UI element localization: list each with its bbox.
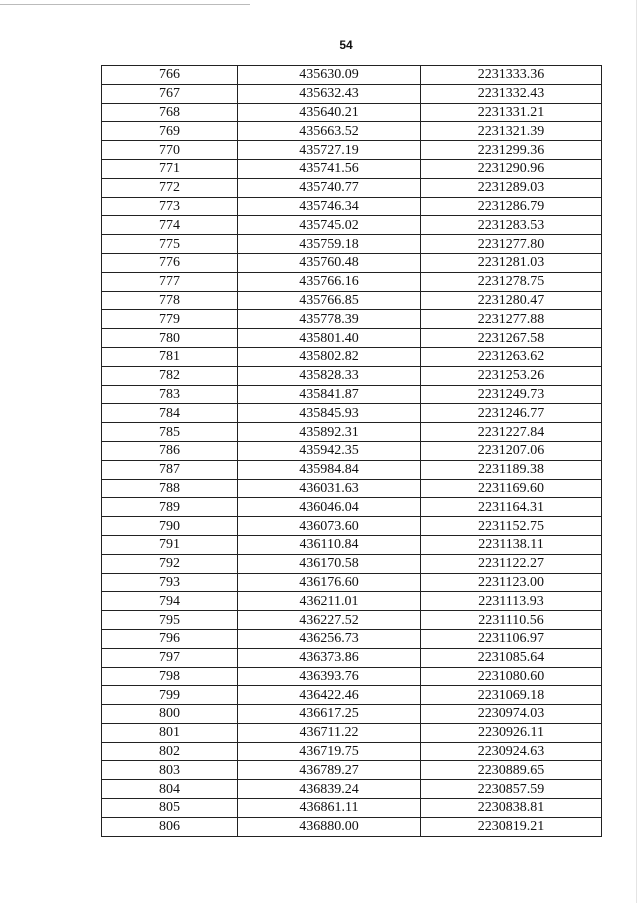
point-id-cell: 782 <box>102 366 238 385</box>
y-coordinate-cell: 2230889.65 <box>421 761 602 780</box>
point-id-cell: 769 <box>102 122 238 141</box>
x-coordinate-cell: 436046.04 <box>238 498 421 517</box>
point-id-cell: 775 <box>102 235 238 254</box>
table-row <box>102 329 602 348</box>
point-id-cell: 788 <box>102 479 238 498</box>
table-row <box>102 780 602 799</box>
table-row <box>102 742 602 761</box>
y-coordinate-cell: 2231267.58 <box>421 329 602 348</box>
x-coordinate-cell: 435759.18 <box>238 235 421 254</box>
table-row <box>102 197 602 216</box>
table-row <box>102 667 602 686</box>
y-coordinate-cell: 2231331.21 <box>421 103 602 122</box>
y-coordinate-cell: 2231289.03 <box>421 178 602 197</box>
x-coordinate-cell: 435841.87 <box>238 385 421 404</box>
y-coordinate-cell: 2231332.43 <box>421 84 602 103</box>
x-coordinate-cell: 436422.46 <box>238 686 421 705</box>
x-coordinate-cell: 436227.52 <box>238 611 421 630</box>
point-id-cell: 796 <box>102 629 238 648</box>
x-coordinate-cell: 435766.85 <box>238 291 421 310</box>
y-coordinate-cell: 2231281.03 <box>421 253 602 272</box>
table-row <box>102 705 602 724</box>
y-coordinate-cell: 2231123.00 <box>421 573 602 592</box>
y-coordinate-cell: 2231246.77 <box>421 404 602 423</box>
x-coordinate-cell: 435727.19 <box>238 141 421 160</box>
point-id-cell: 776 <box>102 253 238 272</box>
x-coordinate-cell: 435640.21 <box>238 103 421 122</box>
table-row <box>102 216 602 235</box>
y-coordinate-cell: 2231138.11 <box>421 535 602 554</box>
table-row <box>102 517 602 536</box>
point-id-cell: 786 <box>102 441 238 460</box>
table-row <box>102 686 602 705</box>
y-coordinate-cell: 2231249.73 <box>421 385 602 404</box>
table-row <box>102 253 602 272</box>
y-coordinate-cell: 2230857.59 <box>421 780 602 799</box>
y-coordinate-cell: 2231106.97 <box>421 629 602 648</box>
y-coordinate-cell: 2231321.39 <box>421 122 602 141</box>
table-row <box>102 84 602 103</box>
x-coordinate-cell: 435632.43 <box>238 84 421 103</box>
point-id-cell: 766 <box>102 66 238 85</box>
table-row <box>102 629 602 648</box>
y-coordinate-cell: 2231069.18 <box>421 686 602 705</box>
x-coordinate-cell: 435766.16 <box>238 272 421 291</box>
y-coordinate-cell: 2231189.38 <box>421 460 602 479</box>
y-coordinate-cell: 2231278.75 <box>421 272 602 291</box>
point-id-cell: 772 <box>102 178 238 197</box>
x-coordinate-cell: 436880.00 <box>238 817 421 836</box>
point-id-cell: 768 <box>102 103 238 122</box>
y-coordinate-cell: 2231164.31 <box>421 498 602 517</box>
table-row <box>102 366 602 385</box>
x-coordinate-cell: 436256.73 <box>238 629 421 648</box>
x-coordinate-cell: 435845.93 <box>238 404 421 423</box>
table-row <box>102 272 602 291</box>
point-id-cell: 774 <box>102 216 238 235</box>
top-divider <box>0 4 250 5</box>
y-coordinate-cell: 2231080.60 <box>421 667 602 686</box>
point-id-cell: 784 <box>102 404 238 423</box>
point-id-cell: 799 <box>102 686 238 705</box>
point-id-cell: 785 <box>102 423 238 442</box>
y-coordinate-cell: 2230819.21 <box>421 817 602 836</box>
x-coordinate-cell: 435942.35 <box>238 441 421 460</box>
y-coordinate-cell: 2231207.06 <box>421 441 602 460</box>
table-row <box>102 573 602 592</box>
x-coordinate-cell: 436711.22 <box>238 723 421 742</box>
point-id-cell: 790 <box>102 517 238 536</box>
y-coordinate-cell: 2230838.81 <box>421 799 602 818</box>
y-coordinate-cell: 2231283.53 <box>421 216 602 235</box>
y-coordinate-cell: 2231110.56 <box>421 611 602 630</box>
table-row <box>102 235 602 254</box>
table-row <box>102 441 602 460</box>
table-row <box>102 141 602 160</box>
point-id-cell: 771 <box>102 159 238 178</box>
table-row <box>102 310 602 329</box>
table-row <box>102 103 602 122</box>
point-id-cell: 773 <box>102 197 238 216</box>
x-coordinate-cell: 436211.01 <box>238 592 421 611</box>
table-row <box>102 723 602 742</box>
y-coordinate-cell: 2231085.64 <box>421 648 602 667</box>
point-id-cell: 781 <box>102 347 238 366</box>
point-id-cell: 779 <box>102 310 238 329</box>
x-coordinate-cell: 435745.02 <box>238 216 421 235</box>
table-row <box>102 592 602 611</box>
x-coordinate-cell: 436617.25 <box>238 705 421 724</box>
x-coordinate-cell: 436393.76 <box>238 667 421 686</box>
x-coordinate-cell: 435828.33 <box>238 366 421 385</box>
point-id-cell: 778 <box>102 291 238 310</box>
table-row <box>102 479 602 498</box>
point-id-cell: 800 <box>102 705 238 724</box>
y-coordinate-cell: 2231263.62 <box>421 347 602 366</box>
y-coordinate-cell: 2231169.60 <box>421 479 602 498</box>
point-id-cell: 804 <box>102 780 238 799</box>
table-row <box>102 460 602 479</box>
page-edge-line <box>636 0 637 903</box>
point-id-cell: 777 <box>102 272 238 291</box>
table-row <box>102 385 602 404</box>
x-coordinate-cell: 435778.39 <box>238 310 421 329</box>
x-coordinate-cell: 436789.27 <box>238 761 421 780</box>
point-id-cell: 789 <box>102 498 238 517</box>
y-coordinate-cell: 2231277.88 <box>421 310 602 329</box>
y-coordinate-cell: 2231277.80 <box>421 235 602 254</box>
y-coordinate-cell: 2231286.79 <box>421 197 602 216</box>
x-coordinate-cell: 436373.86 <box>238 648 421 667</box>
y-coordinate-cell: 2230924.63 <box>421 742 602 761</box>
y-coordinate-cell: 2231253.26 <box>421 366 602 385</box>
x-coordinate-cell: 435630.09 <box>238 66 421 85</box>
coordinates-table-body <box>102 66 602 837</box>
x-coordinate-cell: 436170.58 <box>238 554 421 573</box>
point-id-cell: 801 <box>102 723 238 742</box>
table-row <box>102 611 602 630</box>
table-row <box>102 159 602 178</box>
y-coordinate-cell: 2230926.11 <box>421 723 602 742</box>
point-id-cell: 805 <box>102 799 238 818</box>
x-coordinate-cell: 435663.52 <box>238 122 421 141</box>
x-coordinate-cell: 435760.48 <box>238 253 421 272</box>
table-row <box>102 291 602 310</box>
table-row <box>102 423 602 442</box>
x-coordinate-cell: 435892.31 <box>238 423 421 442</box>
x-coordinate-cell: 436073.60 <box>238 517 421 536</box>
table-row <box>102 404 602 423</box>
y-coordinate-cell: 2231333.36 <box>421 66 602 85</box>
table-row <box>102 817 602 836</box>
point-id-cell: 806 <box>102 817 238 836</box>
point-id-cell: 780 <box>102 329 238 348</box>
coordinates-table <box>101 65 602 837</box>
y-coordinate-cell: 2231227.84 <box>421 423 602 442</box>
y-coordinate-cell: 2231152.75 <box>421 517 602 536</box>
table-row <box>102 535 602 554</box>
point-id-cell: 802 <box>102 742 238 761</box>
table-row <box>102 178 602 197</box>
table-row <box>102 799 602 818</box>
x-coordinate-cell: 436110.84 <box>238 535 421 554</box>
point-id-cell: 770 <box>102 141 238 160</box>
y-coordinate-cell: 2231113.93 <box>421 592 602 611</box>
point-id-cell: 795 <box>102 611 238 630</box>
x-coordinate-cell: 435802.82 <box>238 347 421 366</box>
x-coordinate-cell: 436176.60 <box>238 573 421 592</box>
table-row <box>102 66 602 85</box>
point-id-cell: 797 <box>102 648 238 667</box>
point-id-cell: 767 <box>102 84 238 103</box>
y-coordinate-cell: 2230974.03 <box>421 705 602 724</box>
point-id-cell: 787 <box>102 460 238 479</box>
table-row <box>102 122 602 141</box>
y-coordinate-cell: 2231280.47 <box>421 291 602 310</box>
x-coordinate-cell: 435984.84 <box>238 460 421 479</box>
point-id-cell: 803 <box>102 761 238 780</box>
table-row <box>102 761 602 780</box>
x-coordinate-cell: 435740.77 <box>238 178 421 197</box>
x-coordinate-cell: 436031.63 <box>238 479 421 498</box>
point-id-cell: 783 <box>102 385 238 404</box>
y-coordinate-cell: 2231290.96 <box>421 159 602 178</box>
point-id-cell: 791 <box>102 535 238 554</box>
point-id-cell: 798 <box>102 667 238 686</box>
y-coordinate-cell: 2231122.27 <box>421 554 602 573</box>
table-row <box>102 554 602 573</box>
x-coordinate-cell: 436719.75 <box>238 742 421 761</box>
y-coordinate-cell: 2231299.36 <box>421 141 602 160</box>
point-id-cell: 793 <box>102 573 238 592</box>
table-row <box>102 498 602 517</box>
page-number: 54 <box>339 38 353 52</box>
x-coordinate-cell: 435746.34 <box>238 197 421 216</box>
x-coordinate-cell: 436861.11 <box>238 799 421 818</box>
point-id-cell: 794 <box>102 592 238 611</box>
x-coordinate-cell: 435801.40 <box>238 329 421 348</box>
table-row <box>102 347 602 366</box>
table-row <box>102 648 602 667</box>
x-coordinate-cell: 436839.24 <box>238 780 421 799</box>
point-id-cell: 792 <box>102 554 238 573</box>
x-coordinate-cell: 435741.56 <box>238 159 421 178</box>
